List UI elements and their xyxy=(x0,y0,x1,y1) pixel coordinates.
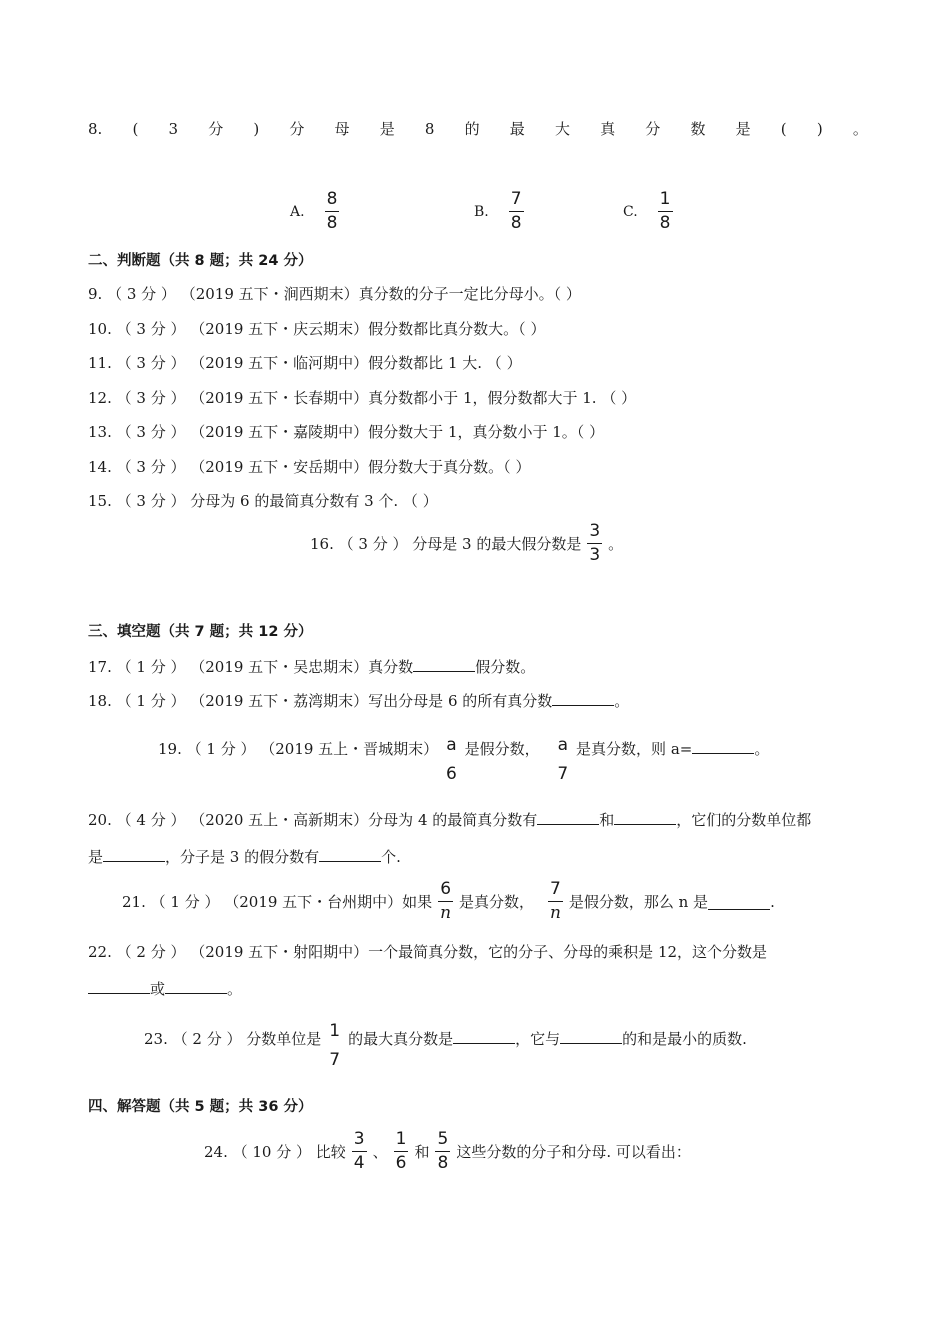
fraction xyxy=(325,190,340,233)
q23-mid2: ，它与 xyxy=(515,1030,561,1048)
answer-blank[interactable] xyxy=(319,846,381,862)
q24-text: 24. （ 10 分 ） 比较 xyxy=(204,1142,346,1161)
question-13: 13. （ 3 分 ） （2019 五下・嘉陵期中）假分数大于 1，真分数小于 1。（ ） xyxy=(88,423,605,441)
denominator: 7 xyxy=(329,1050,341,1070)
denominator: 8 xyxy=(659,213,671,233)
numerator: 1 xyxy=(395,1129,407,1149)
q16-end: 。 xyxy=(608,534,624,553)
numerator: 8 xyxy=(326,189,338,209)
q21-post: 是假分数，那么 n 是 xyxy=(568,892,709,911)
q21-text: 21. （ 1 分 ） （2019 五下・台州期中）如果 xyxy=(122,892,433,911)
q20-text-5: 个. xyxy=(381,848,401,866)
q23-post: 的和是最小的质数. xyxy=(622,1030,747,1048)
numerator: 3 xyxy=(589,521,601,541)
denominator: 8 xyxy=(326,213,338,233)
q8-token: 分 xyxy=(208,120,224,138)
q8-token: ( xyxy=(780,120,787,138)
numerator: a xyxy=(557,735,569,755)
q8-token: 分 xyxy=(289,120,305,138)
q8-token: 大 xyxy=(554,120,570,138)
q19-mid: 是假分数， xyxy=(464,740,540,758)
question-15: 15. （ 3 分 ） 分母为 6 的最简真分数有 3 个. （ ） xyxy=(88,492,438,510)
question-20-line-1 xyxy=(88,809,811,831)
q8-token: ( xyxy=(132,120,139,138)
option-label: A. xyxy=(290,203,305,220)
numerator: 1 xyxy=(659,189,671,209)
denominator: 6 xyxy=(445,764,457,784)
section-title-answer: 四、解答题（共 5 题；共 36 分） xyxy=(88,1099,313,1115)
q8-token: 3 xyxy=(168,120,179,138)
q16-text: 16. （ 3 分 ） 分母是 3 的最大假分数是 xyxy=(310,534,582,553)
fraction xyxy=(435,1130,450,1173)
q20-text-2: ，它们的分数单位都 xyxy=(676,811,812,829)
fraction xyxy=(438,880,453,923)
q24-post: 这些分数的分子和分母. 可以看出： xyxy=(456,1142,691,1161)
q8-token: 8. xyxy=(88,120,103,138)
q21-end: . xyxy=(770,892,775,911)
question-9: 9. （ 3 分 ） （2019 五下・涧西期末）真分数的分子一定比分母小。（ ） xyxy=(88,285,581,303)
fraction xyxy=(658,190,673,233)
q24-sep: 、 xyxy=(372,1142,388,1161)
q17-end: 假分数。 xyxy=(475,658,536,676)
q18-end: 。 xyxy=(614,692,630,710)
q8-token: 是 xyxy=(379,120,395,138)
question-21 xyxy=(122,880,775,923)
q20-text-3: 是 xyxy=(88,848,104,866)
numerator: 3 xyxy=(353,1129,365,1149)
q8-token: 是 xyxy=(735,120,751,138)
question-16 xyxy=(310,522,623,565)
denominator: 3 xyxy=(589,545,601,565)
q8-token: 真 xyxy=(600,120,616,138)
q8-token: ) xyxy=(816,120,823,138)
answer-blank[interactable] xyxy=(552,690,614,706)
q22-or: 或 xyxy=(150,980,166,998)
q8-token: 分 xyxy=(645,120,661,138)
section-title-judgement: 二、判断题（共 8 题；共 24 分） xyxy=(88,253,313,269)
q20-and: 和 xyxy=(599,811,615,829)
section-title-fill-in: 三、填空题（共 7 题；共 12 分） xyxy=(88,624,313,640)
q18-text: 18. （ 1 分 ） （2019 五下・荔湾期末）写出分母是 6 的所有真分数 xyxy=(88,692,553,710)
numerator: 7 xyxy=(510,189,522,209)
answer-blank[interactable] xyxy=(165,978,227,994)
q8-option-a[interactable] xyxy=(290,190,345,233)
q8-token: 数 xyxy=(690,120,706,138)
question-17 xyxy=(88,656,535,678)
question-22-line-2 xyxy=(88,978,242,1000)
option-label: C. xyxy=(623,203,638,220)
denominator: 6 xyxy=(395,1153,407,1173)
answer-blank[interactable] xyxy=(692,738,754,754)
answer-blank[interactable] xyxy=(88,978,150,994)
q8-token: 的 xyxy=(464,120,480,138)
question-24 xyxy=(204,1130,691,1173)
answer-blank[interactable] xyxy=(453,1028,515,1044)
denominator: 8 xyxy=(510,213,522,233)
answer-blank[interactable] xyxy=(708,894,770,910)
fraction xyxy=(352,1130,367,1173)
question-23 xyxy=(144,1022,747,1070)
question-18 xyxy=(88,690,629,712)
denominator: 7 xyxy=(557,764,569,784)
denominator: n xyxy=(549,903,561,923)
numerator: a xyxy=(446,735,457,755)
q8-token: 最 xyxy=(509,120,525,138)
question-14: 14. （ 3 分 ） （2019 五下・安岳期中）假分数大于真分数。（ ） xyxy=(88,458,531,476)
fraction xyxy=(394,1130,409,1173)
q21-mid: 是真分数， xyxy=(459,892,535,911)
fraction xyxy=(444,736,458,784)
numerator: 1 xyxy=(329,1021,341,1041)
answer-blank[interactable] xyxy=(614,809,676,825)
answer-blank[interactable] xyxy=(560,1028,622,1044)
question-10: 10. （ 3 分 ） （2019 五下・庆云期末）假分数都比真分数大。（ ） xyxy=(88,320,546,338)
fraction xyxy=(548,880,563,923)
q8-token: ) xyxy=(253,120,260,138)
q24-and: 和 xyxy=(414,1142,430,1161)
fraction xyxy=(587,522,602,565)
q19-post: 是真分数，则 a= xyxy=(576,740,693,758)
answer-blank[interactable] xyxy=(103,846,165,862)
numerator: 6 xyxy=(440,879,452,899)
question-19 xyxy=(158,736,769,784)
question-22-line-1: 22. （ 2 分 ） （2019 五下・射阳期中）一个最简真分数，它的分子、分母的乘积是 12，这个分数是 xyxy=(88,943,768,961)
question-11: 11. （ 3 分 ） （2019 五下・临河期中）假分数都比 1 大. （ ） xyxy=(88,354,522,372)
fraction xyxy=(556,736,570,784)
q23-mid: 的最大真分数是 xyxy=(348,1030,454,1048)
q8-token: 。 xyxy=(852,120,868,138)
question-8-stem xyxy=(88,118,868,140)
answer-blank[interactable] xyxy=(413,656,475,672)
question-20-line-2 xyxy=(88,846,401,868)
denominator: 4 xyxy=(353,1153,365,1173)
q17-text: 17. （ 1 分 ） （2019 五下・吴忠期末）真分数 xyxy=(88,658,414,676)
denominator: n xyxy=(440,903,452,923)
q23-text: 23. （ 2 分 ） 分数单位是 xyxy=(144,1030,322,1048)
q8-option-b[interactable] xyxy=(474,190,530,233)
q22-end: 。 xyxy=(227,980,243,998)
q8-token: 母 xyxy=(334,120,350,138)
q8-token: 8 xyxy=(424,120,435,138)
q19-text: 19. （ 1 分 ） （2019 五上・晋城期末） xyxy=(158,740,439,758)
option-label: B. xyxy=(474,203,489,220)
q20-text-4: ，分子是 3 的假分数有 xyxy=(165,848,320,866)
fraction xyxy=(509,190,524,233)
question-12: 12. （ 3 分 ） （2019 五下・长春期中）真分数都小于 1，假分数都大于 1. （ ） xyxy=(88,389,637,407)
q20-text: 20. （ 4 分 ） （2020 五上・高新期末）分母为 4 的最简真分数有 xyxy=(88,811,538,829)
q19-end: 。 xyxy=(754,740,770,758)
fraction xyxy=(327,1022,342,1070)
answer-blank[interactable] xyxy=(537,809,599,825)
numerator: 7 xyxy=(550,879,561,899)
numerator: 5 xyxy=(437,1129,449,1149)
q8-option-c[interactable] xyxy=(623,190,679,233)
denominator: 8 xyxy=(437,1153,449,1173)
